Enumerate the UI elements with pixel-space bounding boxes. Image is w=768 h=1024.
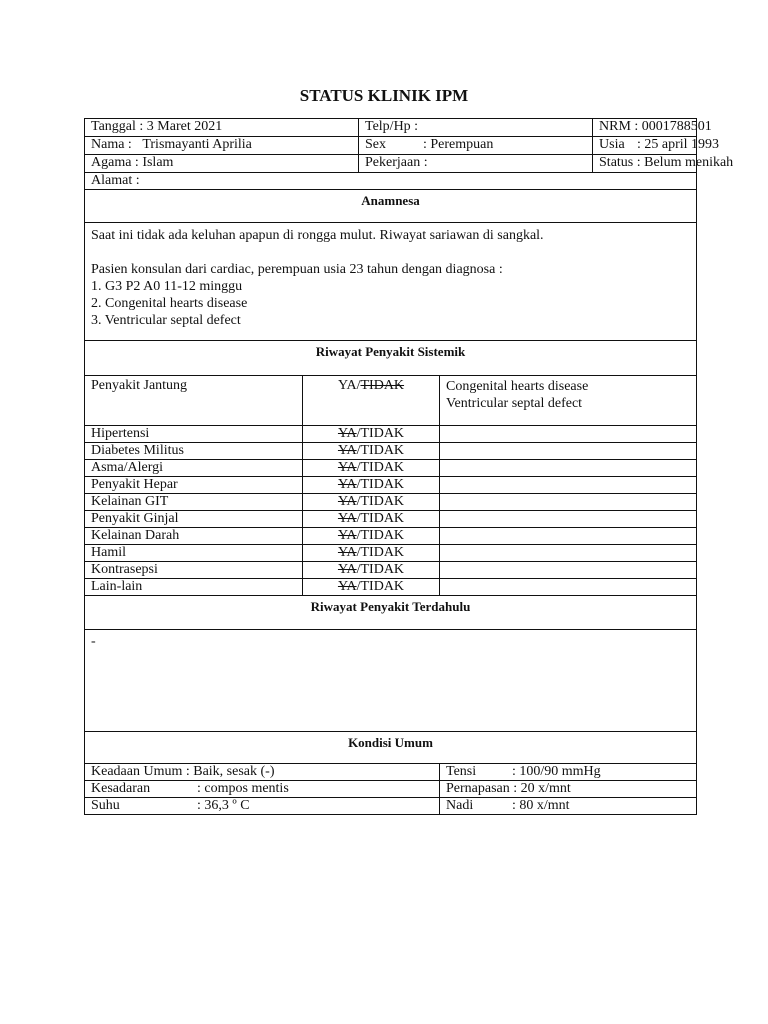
disease-name: Penyakit Ginjal <box>85 511 303 528</box>
answer-tidak: /TIDAK <box>356 579 405 594</box>
usia-value: : 25 april 1993 <box>637 137 720 152</box>
answer-ya-struck: YA <box>337 545 357 560</box>
pernapasan-field <box>440 781 697 798</box>
jantung-notes <box>440 376 697 426</box>
terdahulu-heading: Riwayat Penyakit Terdahulu <box>85 596 697 630</box>
disease-name: Hamil <box>85 545 303 562</box>
disease-answer <box>303 426 440 443</box>
pernapasan-value: : 20 x/mnt <box>513 781 571 796</box>
disease-note <box>440 477 697 494</box>
suhu-field <box>85 798 440 815</box>
answer-tidak: /TIDAK <box>356 511 405 526</box>
answer-ya-struck: YA <box>337 460 357 475</box>
keadaan-umum-field: Keadaan Umum : Baik, sesak (-) <box>85 764 440 781</box>
anamnesa-heading: Anamnesa <box>85 190 697 223</box>
nadi-field <box>440 798 697 815</box>
disease-answer <box>303 443 440 460</box>
telp-field: Telp/Hp : <box>359 119 593 137</box>
jantung-tidak-struck: TIDAK <box>360 378 405 393</box>
diagnosa-item-1: 1. G3 P2 A0 11-12 minggu <box>91 279 243 294</box>
terdahulu-body: - <box>85 630 697 732</box>
disease-name: Kelainan GIT <box>85 494 303 511</box>
diagnosa-item-2: 2. Congenital hearts disease <box>91 296 248 311</box>
nama-label: Nama : <box>91 137 132 152</box>
disease-name: Lain-lain <box>85 579 303 596</box>
diagnosa-item-3: 3. Ventricular septal defect <box>91 313 241 328</box>
disease-note <box>440 494 697 511</box>
nadi-label: Nadi <box>446 798 474 813</box>
disease-name: Asma/Alergi <box>85 460 303 477</box>
jantung-note-1: Congenital hearts disease <box>446 379 589 394</box>
suhu-label: Suhu <box>91 798 120 813</box>
nadi-value: : 80 x/mnt <box>512 798 570 813</box>
answer-tidak: /TIDAK <box>356 460 405 475</box>
usia-field <box>593 137 720 155</box>
jantung-answer <box>303 376 440 426</box>
answer-tidak: /TIDAK <box>356 443 405 458</box>
disease-answer <box>303 562 440 579</box>
tensi-label: Tensi <box>446 764 477 779</box>
disease-note <box>440 426 697 443</box>
disease-note <box>440 511 697 528</box>
answer-tidak: /TIDAK <box>356 545 405 560</box>
nama-value: Trismayanti Aprilia <box>142 137 252 152</box>
kondisi-heading: Kondisi Umum <box>85 732 697 764</box>
disease-answer <box>303 494 440 511</box>
status-field: Status : Belum menikah <box>593 155 697 173</box>
disease-note <box>440 528 697 545</box>
jantung-ya: YA/ <box>337 378 361 393</box>
jantung-name: Penyakit Jantung <box>85 376 303 426</box>
nrm-field: NRM : 0001788501 <box>593 119 697 137</box>
suhu-value: : 36,3 º C <box>197 798 250 813</box>
answer-tidak: /TIDAK <box>356 562 405 577</box>
kesadaran-field <box>85 781 440 798</box>
sex-label: Sex <box>365 137 386 152</box>
document-title: STATUS KLINIK IPM <box>299 86 469 105</box>
disease-name: Kontrasepsi <box>85 562 303 579</box>
jantung-note-2: Ventricular septal defect <box>446 396 583 411</box>
anamnesa-line-2: Pasien konsulan dari cardiac, perempuan usia 23 tahun dengan diagnosa : <box>91 262 503 277</box>
disease-note <box>440 579 697 596</box>
answer-ya-struck: YA <box>337 494 357 509</box>
disease-name: Diabetes Militus <box>85 443 303 460</box>
disease-note <box>440 460 697 477</box>
pekerjaan-field: Pekerjaan : <box>359 155 593 173</box>
disease-answer <box>303 579 440 596</box>
disease-answer <box>303 460 440 477</box>
pernapasan-label: Pernapasan <box>446 781 510 796</box>
anamnesa-body <box>85 223 697 341</box>
agama-field: Agama : Islam <box>85 155 359 173</box>
usia-label: Usia <box>599 137 625 152</box>
kesadaran-label: Kesadaran <box>91 781 151 796</box>
answer-ya-struck: YA <box>337 579 357 594</box>
disease-name: Hipertensi <box>85 426 303 443</box>
disease-answer <box>303 545 440 562</box>
tensi-value: : 100/90 mmHg <box>512 764 601 779</box>
anamnesa-line-1: Saat ini tidak ada keluhan apapun di rongga mulut. Riwayat sariawan di sangkal. <box>91 228 544 243</box>
disease-name: Penyakit Hepar <box>85 477 303 494</box>
answer-ya-struck: YA <box>337 443 357 458</box>
clinic-status-form <box>84 118 734 815</box>
answer-tidak: /TIDAK <box>356 528 405 543</box>
disease-name: Kelainan Darah <box>85 528 303 545</box>
nama-field <box>85 137 359 155</box>
answer-ya-struck: YA <box>337 528 357 543</box>
alamat-field: Alamat : <box>85 173 697 190</box>
answer-ya-struck: YA <box>337 511 357 526</box>
sex-field <box>359 137 593 155</box>
disease-note <box>440 545 697 562</box>
answer-tidak: /TIDAK <box>356 477 405 492</box>
sistemik-heading: Riwayat Penyakit Sistemik <box>85 341 697 376</box>
kesadaran-value: : compos mentis <box>197 781 289 796</box>
tanggal-field: Tanggal : 3 Maret 2021 <box>85 119 359 137</box>
disease-answer <box>303 511 440 528</box>
disease-answer <box>303 477 440 494</box>
answer-ya-struck: YA <box>337 426 357 441</box>
answer-ya-struck: YA <box>337 562 357 577</box>
disease-note <box>440 443 697 460</box>
tensi-field <box>440 764 697 781</box>
answer-ya-struck: YA <box>337 477 357 492</box>
disease-answer <box>303 528 440 545</box>
sex-value: : Perempuan <box>423 137 494 152</box>
answer-tidak: /TIDAK <box>356 426 405 441</box>
answer-tidak: /TIDAK <box>356 494 405 509</box>
disease-note <box>440 562 697 579</box>
